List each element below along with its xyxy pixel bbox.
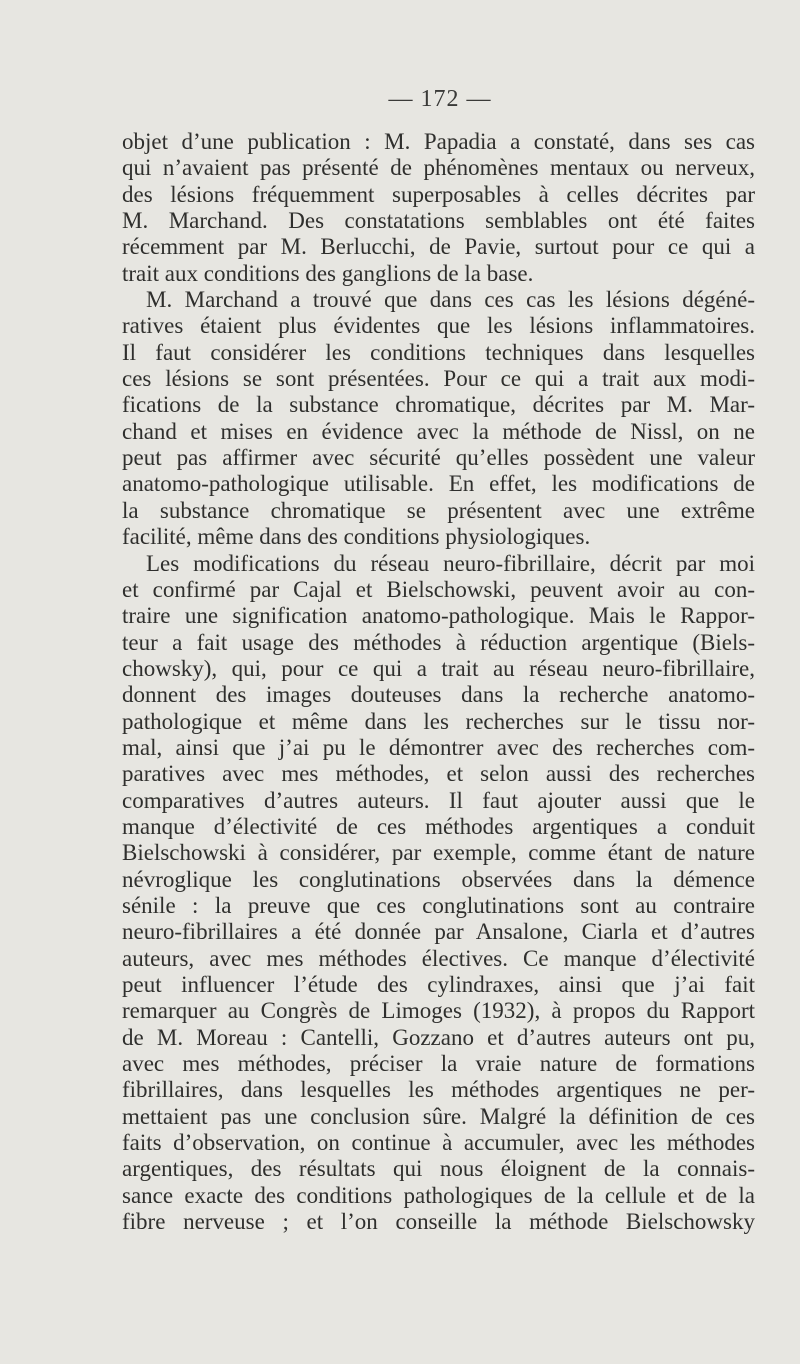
text-line: manque d’électivité de ces méthodes argentiques a conduit — [122, 813, 755, 839]
text-line: sénile : la preuve que ces conglutinations sont au contraire — [122, 892, 755, 918]
text-line: chand et mises en évidence avec la méthode de Nissl, on ne — [122, 418, 755, 444]
text-line: peut influencer l’étude des cylindraxes, ainsi que j’ai fait — [122, 972, 755, 997]
text-line: des lésions fréquemment superposables à celles décrites par — [122, 181, 755, 207]
text-line: Il faut considérer les conditions techniques dans lesquelles — [122, 339, 755, 365]
text-line: sance exacte des conditions pathologiques de la cellule et de la — [122, 1182, 755, 1208]
text-line: pathologique et même dans les recherches sur le tissu nor- — [122, 708, 755, 734]
text-line: chowsky), qui, pour ce qui a trait au réseau neuro-fibrillaire, — [122, 655, 755, 681]
text-line: récemment par M. Berlucchi, de Pavie, surtout pour ce qui a — [122, 234, 755, 260]
text-line: faits d’observation, on continue à accumuler, avec les méthodes — [122, 1130, 755, 1156]
text-line: facilité, même dans des conditions physiologiques. — [122, 524, 591, 550]
text-line: M. Marchand a trouvé que dans ces cas les lésions dégéné- — [146, 287, 755, 313]
text-line: traire une signification anatomo-pathologique. Mais le Rappor- — [122, 603, 755, 629]
text-line: M. Marchand. Des constatations semblables ont été faites — [122, 208, 755, 234]
page-number: — 172 — — [388, 86, 492, 112]
text-line: peut pas affirmer avec sécurité qu’elles possèdent une valeur — [122, 445, 755, 471]
text-line: et confirmé par Cajal et Bielschowski, peuvent avoir au con- — [122, 576, 755, 602]
text-line: qui n’avaient pas présenté de phénomènes mentaux ou nerveux, — [122, 155, 755, 181]
text-line: ces lésions se sont présentées. Pour ce qui a trait aux modi- — [122, 366, 755, 392]
text-line: avec mes méthodes, préciser la vraie nature de formations — [122, 1051, 755, 1077]
text-line: ratives étaient plus évidentes que les lésions inflammatoires. — [122, 313, 755, 339]
text-line: auteurs, avec mes méthodes électives. Ce manque d’électivité — [122, 945, 755, 971]
text-line: Bielschowski à considérer, par exemple, comme étant de nature — [122, 840, 755, 866]
text-line: fibre nerveuse ; et l’on conseille la méthode Bielschowsky — [122, 1209, 755, 1235]
text-line: objet d’une publication : M. Papadia a constaté, dans ses cas — [122, 129, 755, 154]
text-line: fibrillaires, dans lesquelles les méthodes argentiques ne per- — [122, 1077, 755, 1103]
text-line: comparatives d’autres auteurs. Il faut ajouter aussi que le — [122, 787, 755, 813]
text-line: fications de la substance chromatique, décrites par M. Mar- — [122, 392, 755, 418]
text-line: teur a fait usage des méthodes à réduction argentique (Biels- — [122, 629, 755, 655]
text-line: trait aux conditions des ganglions de la base. — [122, 260, 534, 286]
text-line: anatomo-pathologique utilisable. En effet, les modifications de — [122, 471, 755, 497]
text-line: neuro-fibrillaires a été donnée par Ansalone, Ciarla et d’autres — [122, 919, 755, 945]
text-line: donnent des images douteuses dans la recherche anatomo- — [122, 682, 755, 708]
text-line: la substance chromatique se présentent avec une extrême — [122, 497, 755, 523]
body-text — [122, 129, 755, 1235]
text-line: paratives avec mes méthodes, et selon aussi des recherches — [122, 761, 755, 787]
text-line: névroglique les conglutinations observées dans la démence — [122, 866, 755, 892]
text-line: argentiques, des résultats qui nous éloignent de la connais- — [122, 1156, 755, 1182]
text-line: mal, ainsi que j’ai pu le démontrer avec des recherches com- — [122, 734, 755, 760]
text-line: de M. Moreau : Cantelli, Gozzano et d’autres auteurs ont pu, — [122, 1024, 755, 1050]
text-line: mettaient pas une conclusion sûre. Malgré la définition de ces — [122, 1103, 755, 1129]
text-line: remarquer au Congrès de Limoges (1932), à propos du Rapport — [122, 998, 755, 1024]
text-line: Les modifications du réseau neuro-fibrillaire, décrit par moi — [146, 550, 755, 576]
